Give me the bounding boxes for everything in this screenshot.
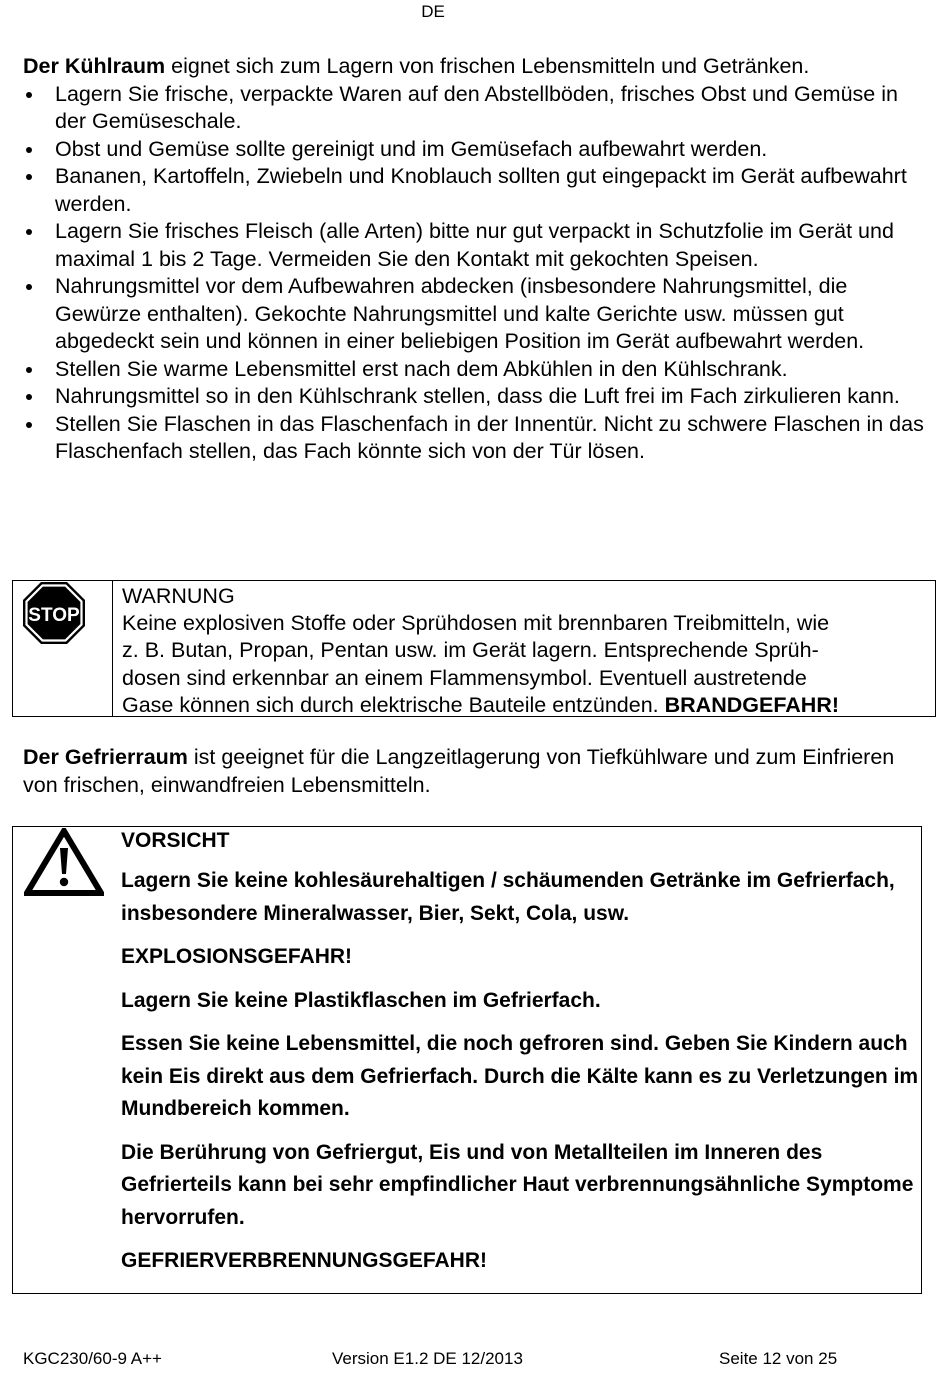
caution-paragraph: EXPLOSIONSGEFAHR! xyxy=(121,945,353,968)
caution-paragraph: Essen Sie keine Lebensmittel, die noch gefroren sind. Geben Sie Kindern auch kein Eis direkt aus dem Gefrierfach. Durch die Kälte kann es zu Verletzungen im Mundbereich kommen. xyxy=(121,1032,919,1120)
warning-line-1: Keine explosiven Stoffe oder Sprühdosen mit brennbaren Treibmitteln, wie xyxy=(122,611,830,636)
warning-line-4-text: Gase können sich durch elektrische Bauteile entzünden. xyxy=(122,692,659,717)
caution-title: VORSICHT xyxy=(121,829,230,852)
fridge-bullet-list xyxy=(23,81,933,466)
caution-box xyxy=(12,826,922,1294)
footer-model: KGC230/60-9 A++ xyxy=(23,1349,162,1368)
list-item: Nahrungsmittel vor dem Aufbewahren abdecken (insbesondere Nahrungsmittel, die Gewürze enthalten). Gekochte Nahrungsmittel und kalte Gerichte usw. müssen gut abgedeckt sein und können in einer beliebigen Position im Gerät aufbewahrt werden. xyxy=(23,273,933,356)
warning-line-3: dosen sind erkennbar an einem Flammensymbol. Eventuell austretende xyxy=(122,665,807,690)
stop-sign-icon xyxy=(22,581,86,645)
warning-box xyxy=(12,580,936,717)
list-item: Lagern Sie frisches Fleisch (alle Arten) bitte nur gut verpackt in Schutzfolie im Gerät und maximal 1 bis 2 Tage. Vermeiden Sie den Kontakt mit gekochten Speisen. xyxy=(23,218,933,273)
freezer-section xyxy=(23,744,933,799)
page-footer xyxy=(0,1348,950,1370)
warning-text xyxy=(113,581,935,716)
freezer-intro-text: ist geeignet für die Langzeitlagerung von Tiefkühlware und zum Einfrieren von frischen, einwandfreien Lebensmitteln. xyxy=(23,745,895,797)
list-item: Stellen Sie warme Lebensmittel erst nach dem Abkühlen in den Kühlschrank. xyxy=(23,356,933,384)
caution-icon-cell xyxy=(13,827,121,1293)
footer-version: Version E1.2 DE 12/2013 xyxy=(332,1349,523,1368)
list-item: Nahrungsmittel so in den Kühlschrank stellen, dass die Luft frei im Fach zirkulieren kann. xyxy=(23,383,933,411)
caution-paragraph: Lagern Sie keine kohlesäurehaltigen / schäumenden Getränke im Gefrierfach, insbesondere Mineralwasser, Bier, Sekt, Cola, usw. xyxy=(121,869,895,925)
stop-sign-text: STOP xyxy=(28,605,80,626)
fridge-intro-bold: Der Kühlraum xyxy=(23,54,166,78)
list-item: Lagern Sie frische, verpackte Waren auf den Abstellböden, frisches Obst und Gemüse in der Gemüseschale. xyxy=(23,81,933,136)
fridge-intro-text: eignet sich zum Lagern von frischen Lebensmitteln und Getränken. xyxy=(165,54,810,78)
warning-icon-cell xyxy=(13,581,113,716)
warning-emphasis: BRANDGEFAHR! xyxy=(664,692,840,717)
warning-triangle-icon xyxy=(24,828,104,896)
fridge-section xyxy=(23,53,933,466)
caution-paragraph: Lagern Sie keine Plastikflaschen im Gefrierfach. xyxy=(121,988,601,1012)
page-language-label: DE xyxy=(421,2,445,21)
list-item: Bananen, Kartoffeln, Zwiebeln und Knoblauch sollten gut eingepackt im Gerät aufbewahrt werden. xyxy=(23,163,933,218)
list-item: Stellen Sie Flaschen in das Flaschenfach in der Innentür. Nicht zu schwere Flaschen in das Flaschenfach stellen, das Fach könnte sich von der Tür lösen. xyxy=(23,411,933,466)
warning-title: WARNUNG xyxy=(122,584,235,608)
caution-text xyxy=(121,827,921,1293)
fridge-intro xyxy=(23,53,933,81)
list-item: Obst und Gemüse sollte gereinigt und im Gemüsefach aufbewahrt werden. xyxy=(23,136,933,164)
caution-paragraph: Die Berührung von Gefriergut, Eis und von Metallteilen im Inneren des Gefrierteils kann bei sehr empfindlicher Haut verbrennungsähnliche Symptome hervorrufen. xyxy=(121,1140,914,1229)
caution-paragraph: GEFRIERVERBRENNUNGSGEFAHR! xyxy=(121,1249,487,1272)
freezer-intro-bold: Der Gefrierraum xyxy=(23,745,188,769)
freezer-intro xyxy=(23,744,933,799)
footer-page-number: Seite 12 von 25 xyxy=(719,1349,838,1368)
warning-line-2: z. B. Butan, Propan, Pentan usw. im Gerät lagern. Entsprechende Sprüh- xyxy=(122,638,819,663)
warning-line-4 xyxy=(122,692,935,719)
